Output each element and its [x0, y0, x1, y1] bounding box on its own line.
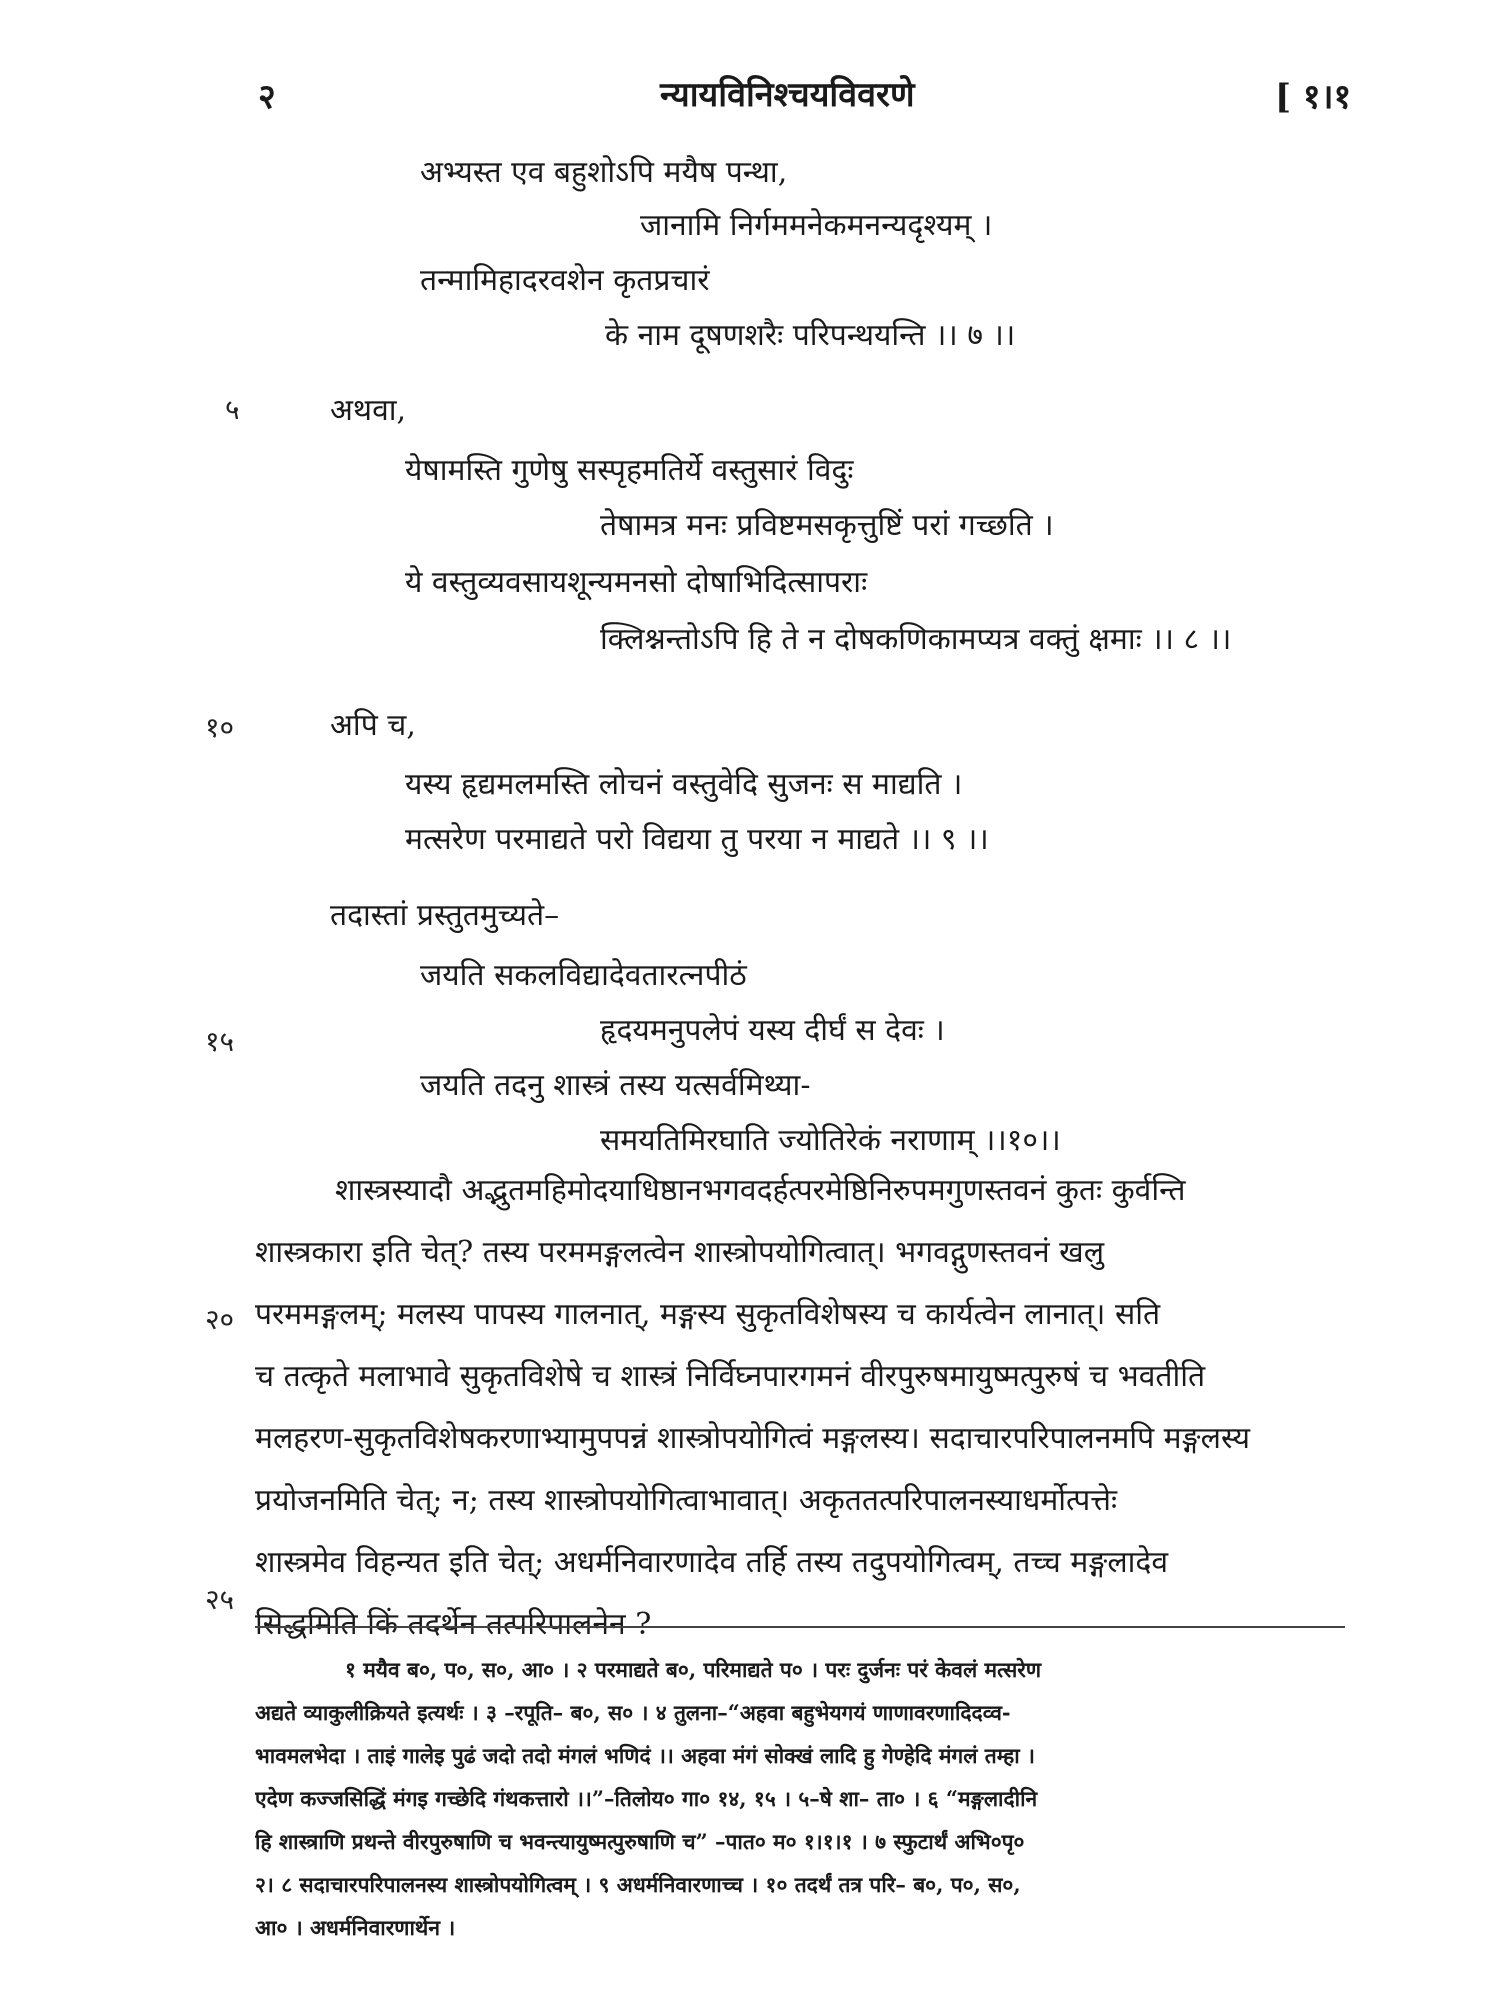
footnote-line: अद्यते व्याकुलीक्रियते इत्यर्थः । ३ –रपूति– ब०, स० । ४ तुलना–“अहवा बहुभेयगयं णाणावरणादिदव्व- — [255, 1700, 1011, 1725]
footnote-line: एदेण कज्जसिद्धिं मंगइ गच्छेदि गंथकत्तारो ।।”–तिलोय० गा० १४, १५ । ५–षे शा– ता० । ६ “मङ्गलादीनि — [255, 1786, 1038, 1811]
footnote-line: १ मयैव ब०, प०, स०, आ० । २ परमाद्यते ब०, परिमाद्यते प० । परः दुर्जनः परं केवलं मत्सरेण — [345, 1657, 1042, 1682]
commentary-prose — [255, 1160, 1345, 1656]
verse-7-line-1: अभ्यस्त एव बहुशोऽपि मयैष पन्था, — [420, 155, 788, 190]
footnotes — [255, 1648, 1345, 1949]
verse-9-line-1: यस्य हृद्यमलमस्ति लोचनं वस्तुवेदि सुजनः स माद्यति । — [405, 767, 963, 802]
verse-9-line-2: मत्सरेण परमाद्यते परो विद्यया तु परया न माद्यते ।। ९ ।। — [405, 822, 989, 857]
prose-line: परममङ्गलम्; मलस्य पापस्य गालनात्, मङ्गस्य सुकृतविशेषस्य च कार्यत्वेन लानात्। सति — [255, 1297, 1161, 1332]
verse-10-line-2: हृदयमनुपलेपं यस्य दीर्घं स देवः । — [600, 1013, 945, 1048]
prose-line: शास्त्रकारा इति चेत्? तस्य परममङ्गलत्वेन शास्त्रोपयोगित्वात्। भगवद्गुणस्तवनं खलु — [255, 1235, 1105, 1270]
verse-10-line-3: जयति तदनु शास्त्रं तस्य यत्सर्वमिथ्या- — [420, 1068, 811, 1103]
line-number-25: २५ — [205, 1583, 235, 1616]
running-title: न्यायविनिश्चयविवरणे — [660, 75, 915, 115]
prose-line: च तत्कृते मलाभावे सुकृतविशेषे च शास्त्रं निर्विघ्नपारगमनं वीरपुरुषमायुष्मत्पुरुषं च भवतीति — [255, 1359, 1206, 1394]
tadastam-line: तदास्तां प्रस्तुतमुच्यते– — [330, 898, 560, 933]
prose-line: मलहरण-सुकृतविशेषकरणाभ्यामुपपन्नं शास्त्रोपयोगित्वं मङ्गलस्य। सदाचारपरिपालनमपि मङ्गलस्य — [255, 1421, 1251, 1456]
line-number-5: ५ — [225, 393, 240, 426]
verse-8-line-2: तेषामत्र मनः प्रविष्टमसकृत्तुष्टिं परां गच्छति । — [600, 508, 1054, 543]
verse-8-line-3: ये वस्तुव्यवसायशून्यमनसो दोषाभिदित्सापराः — [405, 565, 868, 600]
footnote-line: आ० । अधर्मनिवारणार्थेन । — [255, 1915, 456, 1940]
verse-8-line-1: येषामस्ति गुणेषु सस्पृहमतिर्ये वस्तुसारं विदुः — [405, 453, 854, 488]
verse-7-line-2: जानामि निर्गममनेकमनन्यदृश्यम् । — [640, 208, 993, 243]
line-number-20: २० — [205, 1303, 235, 1336]
footnote-line: भावमलभेदा । ताइं गालेइ पुढं जदो तदो मंगलं भणिदं ।। अहवा मंगं सोक्खं लादि हु गेण्हेदि मंगलं तम्हा । — [255, 1743, 1035, 1768]
verse-reference: [ १।१ — [1275, 77, 1352, 117]
line-number-15: १५ — [205, 1025, 235, 1058]
verse-10-line-4: समयतिमिरघाति ज्योतिरेकं नराणाम् ।।१०।। — [600, 1123, 1061, 1158]
verse-7-line-4: के नाम दूषणशरैः परिपन्थयन्ति ।। ७ ।। — [605, 318, 1016, 353]
line-number-10: १० — [205, 711, 235, 744]
athava-heading: अथवा, — [330, 393, 407, 428]
verse-8-line-4: क्लिश्नन्तोऽपि हि ते न दोषकणिकामप्यत्र वक्तुं क्षमाः ।। ८ ।। — [600, 622, 1232, 657]
verse-10-line-1: जयति सकलविद्यादेवतारत्नपीठं — [420, 958, 747, 993]
prose-line: प्रयोजनमिति चेत्; न; तस्य शास्त्रोपयोगित्वाभावात्। अकृततत्परिपालनस्याधर्मोत्पत्तेः — [255, 1483, 1118, 1518]
footnote-divider — [255, 1626, 1345, 1628]
api-ca-heading: अपि च, — [330, 708, 416, 743]
footnote-line: हि शास्त्राणि प्रथन्ते वीरपुरुषाणि च भवन्त्यायुष्मत्पुरुषाणि च” –पात० म० १।१।१ । ७ स्फुटार्थं अभि०पृ० — [255, 1829, 1025, 1854]
prose-line: शास्त्रस्यादौ अद्भुतमहिमोदयाधिष्ठानभगवदर्हत्परमेष्ठिनिरुपमगुणस्तवनं कुतः कुर्वन्ति — [335, 1173, 1186, 1208]
footnote-line: २। ८ सदाचारपरिपालनस्य शास्त्रोपयोगित्वम् । ९ अधर्मनिवारणाच्च । १० तदर्थं तत्र परि– ब०, प०, स०, — [255, 1872, 1021, 1897]
prose-line: सिद्धमिति किं तदर्थेन तत्परिपालनेन ? — [255, 1607, 652, 1642]
page-number: २ — [258, 77, 276, 117]
verse-7-line-3: तन्मामिहादरवशेन कृतप्रचारं — [420, 263, 710, 298]
prose-line: शास्त्रमेव विहन्यत इति चेत्; अधर्मनिवारणादेव तर्हि तस्य तदुपयोगित्वम्, तच्च मङ्गलादेव — [255, 1545, 1169, 1580]
